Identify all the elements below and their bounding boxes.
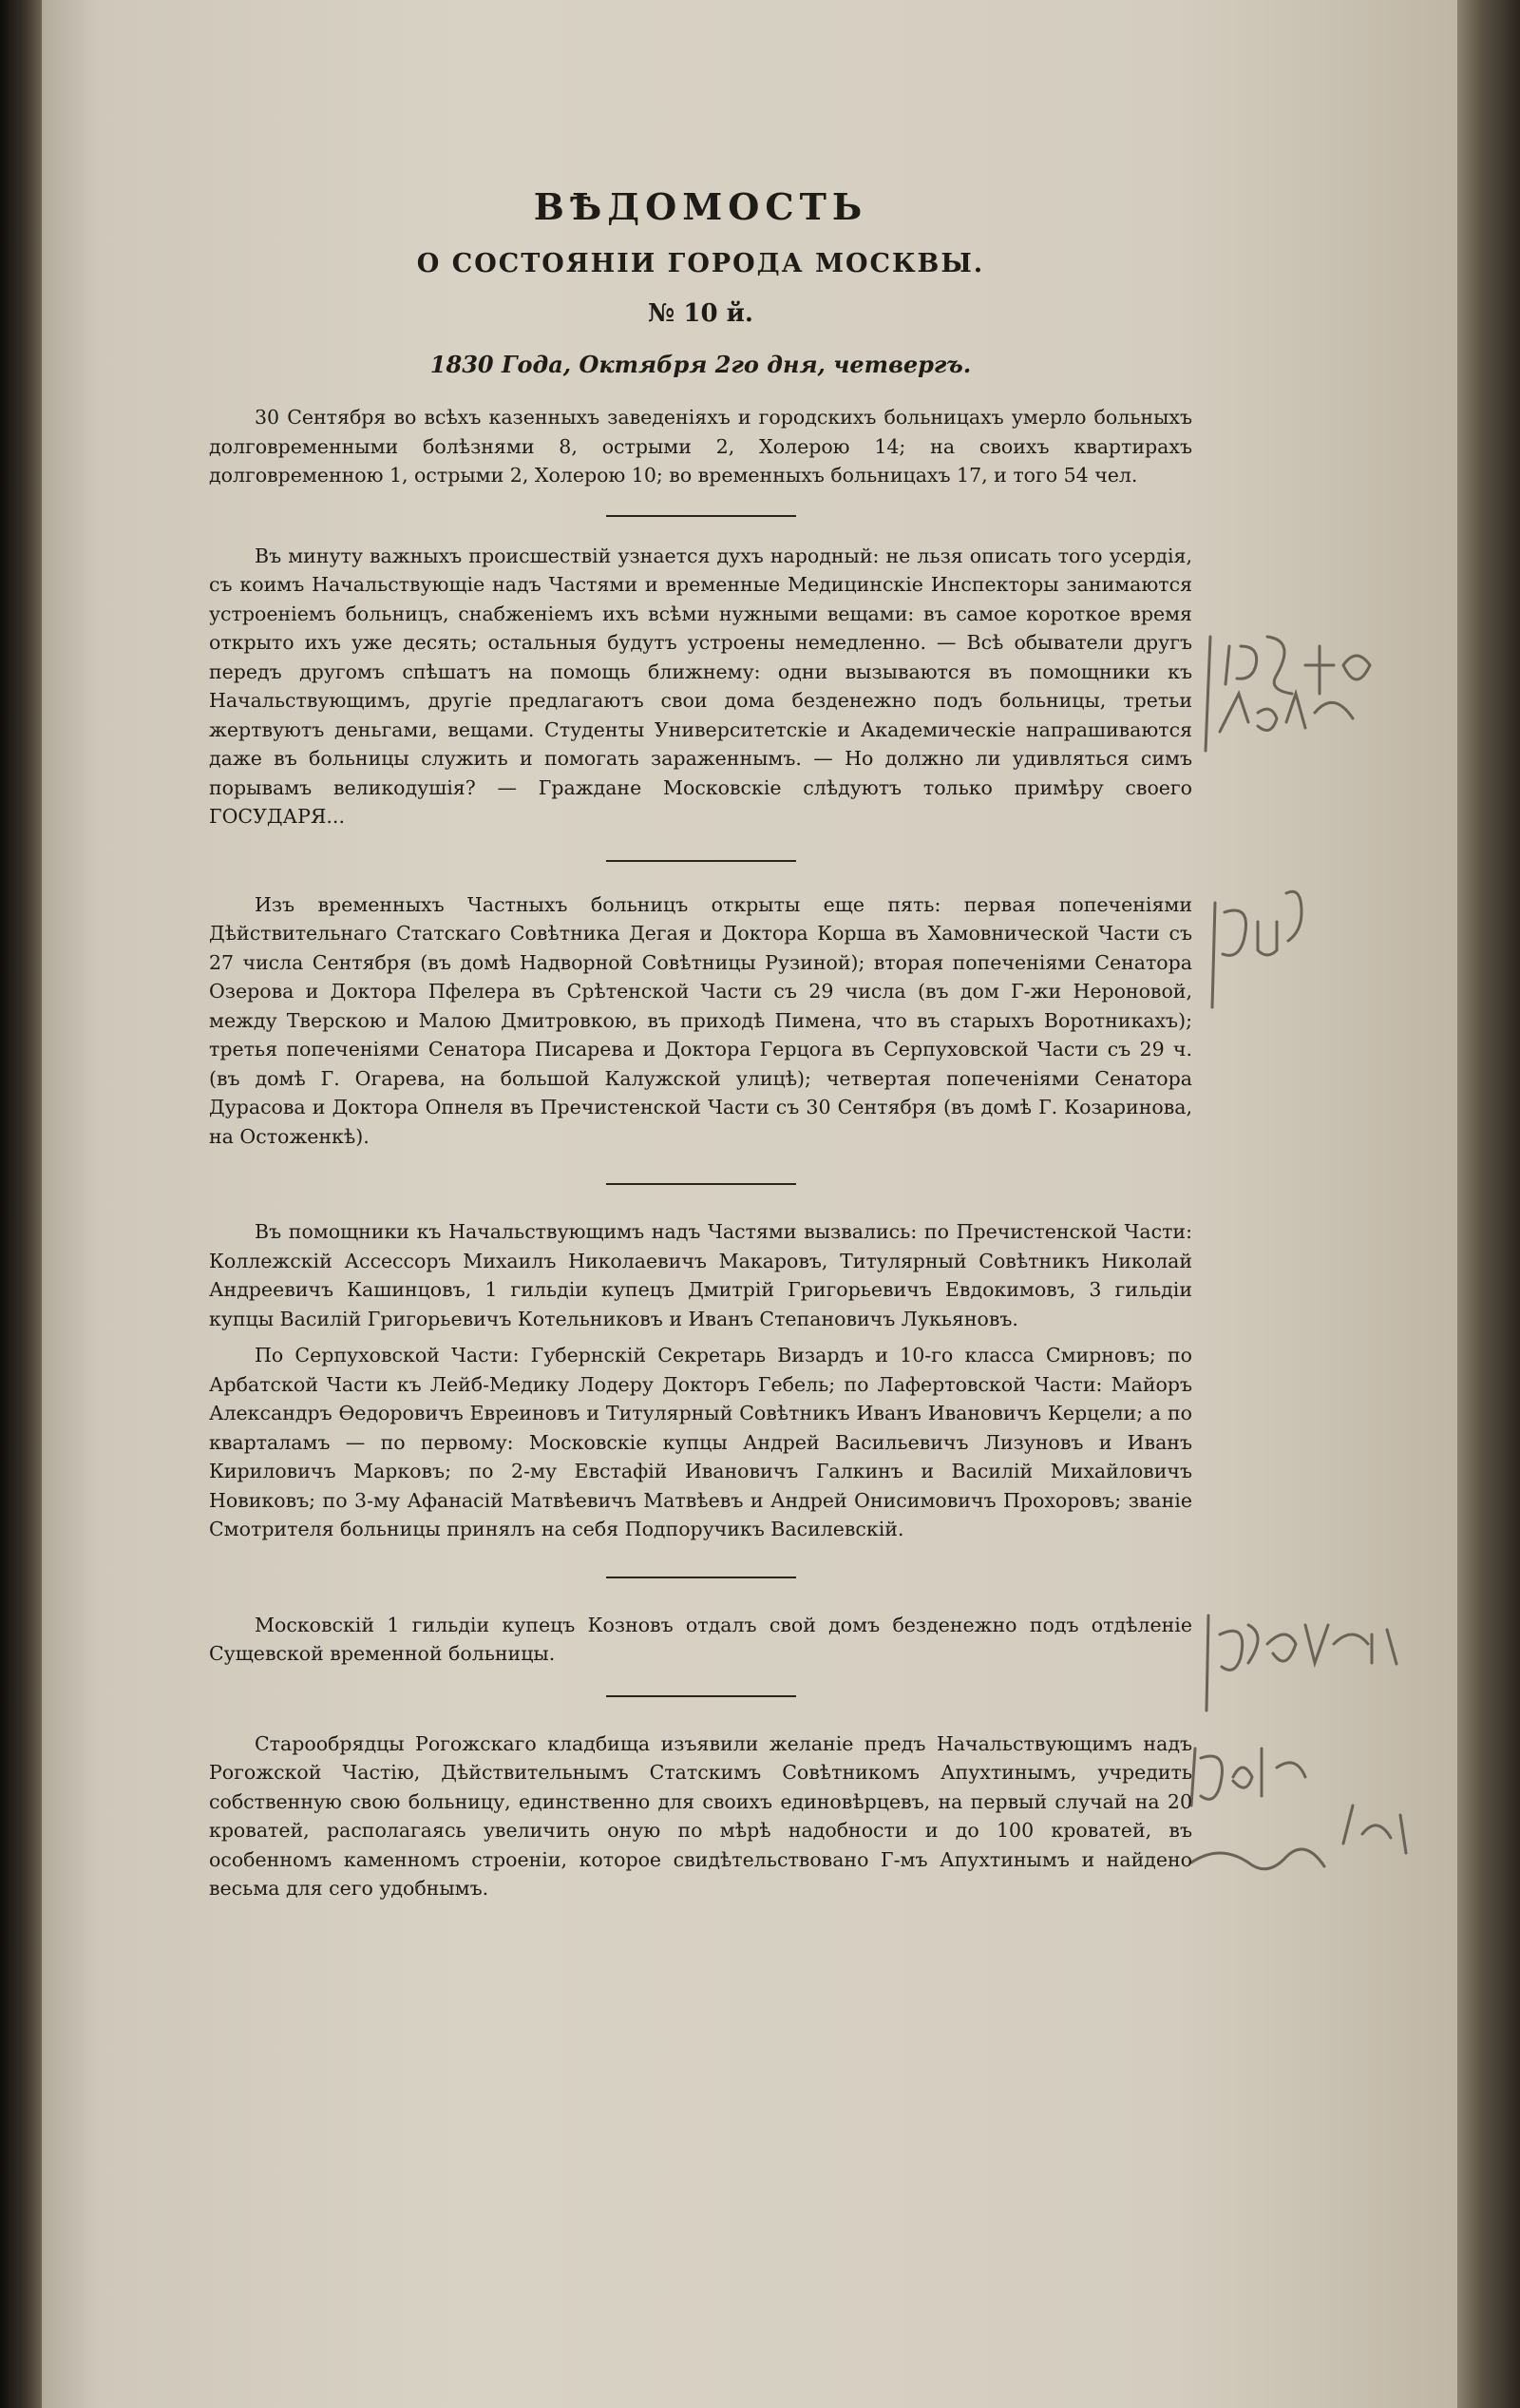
issue-number: № 10 й. — [648, 299, 753, 328]
document-page — [42, 0, 1457, 2408]
volunteers-paragraph: Въ помощники къ Начальствующимъ надъ Частями вызвались: по Пречистенской Части: Коллежскій Ассессоръ Михаилъ Николаевичъ Макаровъ, Титулярный Совѣтникъ Николай Андреевичъ Кашинцовъ, 1 гильдіи купецъ Дмитрій Григорьевичъ Евдокимовъ, 3 гильдіи купцы Василій Григорьевичъ Котельниковъ и Иванъ Степановичъ Лукьяновъ. — [209, 1220, 1192, 1330]
mortality-report: 30 Сентября во всѣхъ казенныхъ заведеніяхъ и городскихъ больницахъ умерло больныхъ долговременными болѣзнями 8, острыми 2, Холерою 14; на своихъ квартирахъ долговременною 1, острыми 2, Холерою 10; во временныхъ больницахъ 17, и того 54 чел. — [209, 406, 1192, 487]
document-content — [209, 185, 1192, 1903]
old-believers-paragraph: Старообрядцы Рогожскаго кладбища изъявили желаніе предъ Начальствующимъ надъ Рогожской Частію, Дѣйствительнымъ Статскимъ Совѣтникомъ Апухтинымъ, учредить собственную свою больницу, единственно для своихъ единовѣрцевъ, на первый случай на 20 кроватей, располагаясь увеличить оную по мѣрѣ надобности и до 100 кроватей, въ особенномъ каменномъ строеніи, которое свидѣтельствовано Г-мъ Апухтинымъ и найдено весьма для сего удобнымъ. — [209, 1731, 1192, 1900]
handwritten-marginalia — [1163, 608, 1448, 1901]
masthead-title: ВѢДОМОСТЬ — [533, 185, 868, 228]
new-hospitals-paragraph: Изъ временныхъ Частныхъ больницъ открыты еще пять: первая попеченіями Дѣйствительнаго Статскаго Совѣтника Дегая и Доктора Корша въ Хамовнической Части съ 27 числа Сентября (въ домѣ Надворной Совѣтницы Рузиной); вторая попеченіями Сенатора Озерова и Доктора Пфелера въ Срѣтенской Части съ 29 числа (въ дом Г-жи Нероновой, между Тверскою и Малою Дмитровкою, въ приходѣ Пимена, что въ старыхъ Воротникахъ); третья попеченіями Сенатора Писарева и Доктора Герцога въ Серпуховской Части съ 29 ч. (въ домѣ Г. Огарева, на большой Калужской улицѣ); четвертая попеченіями Сенатора Дурасова и Доктора Опнеля въ Пречистенской Части съ 30 Сентября (въ домѣ Г. Козаринова, на Остоженкѣ). — [209, 892, 1192, 1148]
volunteers-paragraph-continued: По Серпуховской Части: Губернскій Секретарь Визардъ и 10-го класса Смирновъ; по Арбатской Части къ Лейб-Медику Лодеру Докторъ Гебель; по Лафертовской Части: Майоръ Александръ Ѳедоровичъ Евреиновъ и Титулярный Совѣтникъ Иванъ Ивановичъ Керцели; а по кварталамъ — по первому: Московскіе купцы Андрей Васильевичъ Лизуновъ и Иванъ Кириловичъ Марковъ; по 2-му Евстафій Ивановичъ Галкинъ и Василій Михайловичъ Новиковъ; по 3-му Афанасій Матвѣевичъ Матвѣевъ и Андрей Онисимовичъ Прохоровъ; званіе Смотрителя больницы принялъ на себя Подпоручикъ Василевскій. — [209, 1344, 1192, 1540]
koznov-donation-paragraph: Московскій 1 гильдіи купецъ Козновъ отдалъ свой домъ безденежно подъ отдѣленіе Сущевской временной больницы. — [209, 1613, 1192, 1665]
masthead-subtitle: О СОСТОЯНІИ ГОРОДА МОСКВЫ. — [416, 249, 985, 278]
issue-date: 1830 Года, Октября 2го дня, четвергъ. — [429, 351, 972, 378]
scan-binding-edge — [0, 0, 42, 2408]
public-spirit-paragraph: Въ минуту важныхъ происшествій узнается духъ народный: не льзя описать того усердія, съ коимъ Начальствующіе надъ Частями и временные Медицинскіе Инспекторы занимаются устроеніемъ больницъ, снабженіемъ ихъ всѣми нужными вещами: въ самое короткое время открыто ихъ уже десять; остальныя будутъ устроены немедленно. — Всѣ обыватели другъ передъ другомъ спѣшатъ на помощь ближнему: одни вызываются въ помощники къ Начальствующимъ, другіе предлагаютъ свои дома безденежно подъ больницы, третьи жертвуютъ деньгами, вещами. Студенты Университетскіе и Академическіе напрашиваются даже въ больницы служить и помогать зараженнымъ. — Но должно ли удивляться симъ порывамъ великодушія? — Граждане Московскіе слѣдуютъ только примѣру своего ГОСУДАРЯ... — [209, 544, 1192, 828]
scan-right-edge — [1457, 0, 1520, 2408]
